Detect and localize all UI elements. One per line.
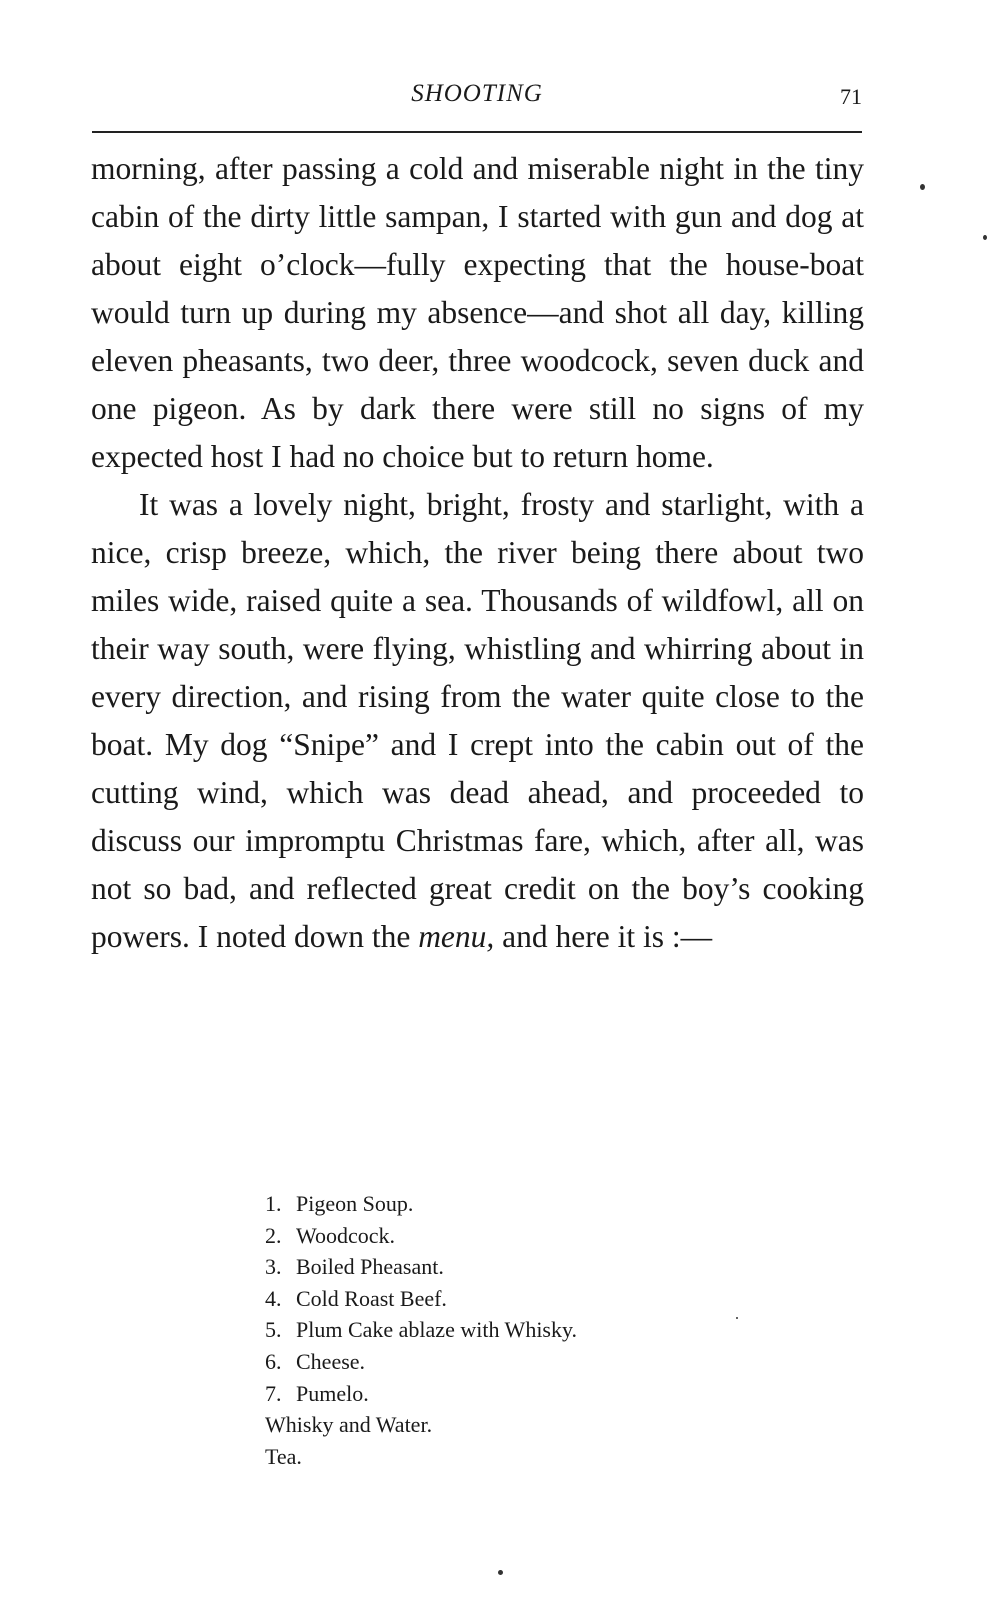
menu-item-text: Cold Roast Beef.	[296, 1285, 447, 1311]
running-head	[92, 76, 862, 112]
menu-list	[265, 1188, 577, 1472]
header-rule	[92, 131, 862, 133]
menu-item	[265, 1188, 577, 1220]
ink-speck	[983, 235, 987, 240]
ink-speck	[498, 1570, 503, 1575]
page-number: 71	[840, 84, 862, 109]
running-title: SHOOTING	[411, 80, 543, 107]
menu-item	[265, 1314, 577, 1346]
menu-item-text: Pigeon Soup.	[296, 1191, 414, 1216]
menu-item	[265, 1378, 577, 1410]
menu-item-number: 4.	[265, 1285, 282, 1311]
menu-item-number: 3.	[265, 1254, 282, 1280]
menu-item	[265, 1251, 577, 1283]
paragraph-2-text: It was a lovely night, bright, frosty and starlight, with a nice, crisp breeze, which, the river being there about two miles wide, raised quite a sea. Thousands of wildfowl, all on their way south, were flying, whistling and whirring about in every direction, and rising from the water quite close to the boat. My dog “Snipe” and I crept into the cabin out of the cutting wind, which was dead ahead, and proceeded to discuss our impromptu Christmas fare, which, after all, was not so bad, and reflected great credit on the boy’s cooking powers. I noted down the	[91, 487, 864, 954]
menu-item-text: Cheese.	[296, 1348, 366, 1374]
menu-item	[265, 1220, 577, 1252]
menu-item	[265, 1441, 577, 1473]
menu-word: menu,	[418, 919, 495, 954]
ink-speck	[920, 184, 925, 190]
menu-item-text: Woodcock.	[296, 1222, 396, 1248]
menu-item-text: Pumelo.	[296, 1380, 369, 1406]
menu-item-number: 6.	[265, 1348, 282, 1374]
menu-item	[265, 1346, 577, 1378]
ink-speck	[736, 1317, 738, 1319]
menu-item-number: 7.	[265, 1380, 282, 1406]
menu-item-text: Plum Cake ablaze with Whisky.	[296, 1317, 578, 1343]
menu-item-text: Tea.	[265, 1443, 302, 1469]
menu-item	[265, 1283, 577, 1315]
menu-item-number: 5.	[265, 1317, 282, 1343]
paragraph-2-end: and here it is :—	[494, 919, 713, 954]
menu-item-number: 2.	[265, 1222, 282, 1248]
paragraph-1: morning, after passing a cold and miserable night in the tiny cabin of the dirty little sampan, I started with gun and dog at about eight o’clock—fully expecting that the house-boat would turn up during my absence—and shot all day, killing eleven pheasants, two deer, three woodcock, seven duck and one pigeon. As by dark there were still no signs of my expected host I had no choice but to return home.	[91, 151, 864, 474]
body-text	[91, 145, 864, 961]
menu-item-text: Whisky and Water.	[265, 1412, 433, 1438]
menu-item-text: Boiled Pheasant.	[296, 1254, 444, 1280]
menu-item	[265, 1409, 577, 1441]
paragraph-2	[91, 481, 864, 961]
menu-item-number: 1.	[265, 1191, 282, 1216]
